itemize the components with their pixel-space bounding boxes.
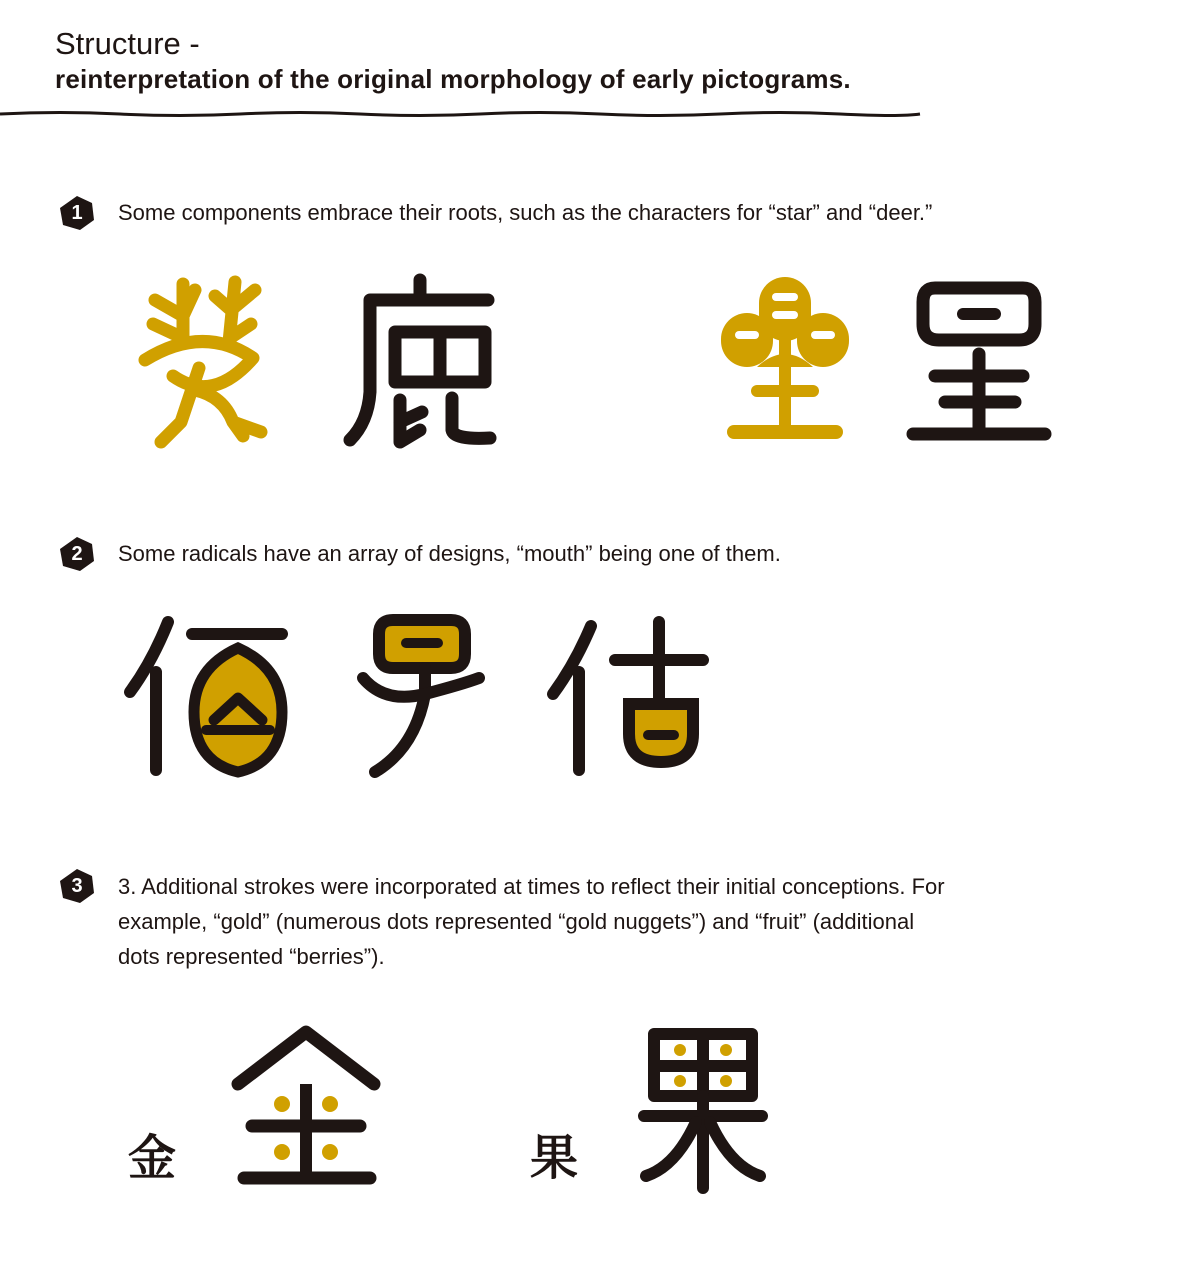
gu-icon: [545, 612, 715, 782]
section-3-text-line-3: dots represented “berries”).: [118, 944, 385, 969]
fruit-character-label: 果: [530, 1130, 579, 1186]
bai-icon: [122, 612, 292, 782]
star-seal-icon: [717, 275, 852, 443]
deer-modern-icon: [340, 272, 505, 452]
section-3-text-line-2: example, “gold” (numerous dots represented “gold nuggets”) and “fruit” (additional: [118, 909, 915, 934]
section-2-badge: [58, 535, 96, 573]
section-1-number: 1: [71, 202, 83, 224]
page-subtitle: reinterpretation of the original morphology of early pictograms.: [55, 64, 851, 94]
gold-character-label: 金: [128, 1130, 177, 1186]
gold-icon: [228, 1022, 383, 1187]
section-1-badge: [58, 194, 96, 232]
header-divider: [0, 106, 925, 120]
section-3-number: 3: [71, 875, 83, 897]
page-title: Structure -: [55, 26, 200, 61]
section-3-text-line-1: 3. Additional strokes were incorporated at times to reflect their initial conceptions. For: [118, 874, 945, 899]
fruit-icon: [636, 1026, 771, 1196]
deer-seal-icon: [133, 272, 283, 452]
section-3-badge: [58, 867, 96, 905]
section-2-text: Some radicals have an array of designs, “mouth” being one of them.: [118, 541, 781, 566]
section-2-number: 2: [71, 543, 83, 565]
zi-icon: [355, 608, 495, 780]
section-1-text: Some components embrace their roots, such as the characters for “star” and “deer.”: [118, 200, 933, 225]
star-modern-icon: [905, 280, 1053, 445]
